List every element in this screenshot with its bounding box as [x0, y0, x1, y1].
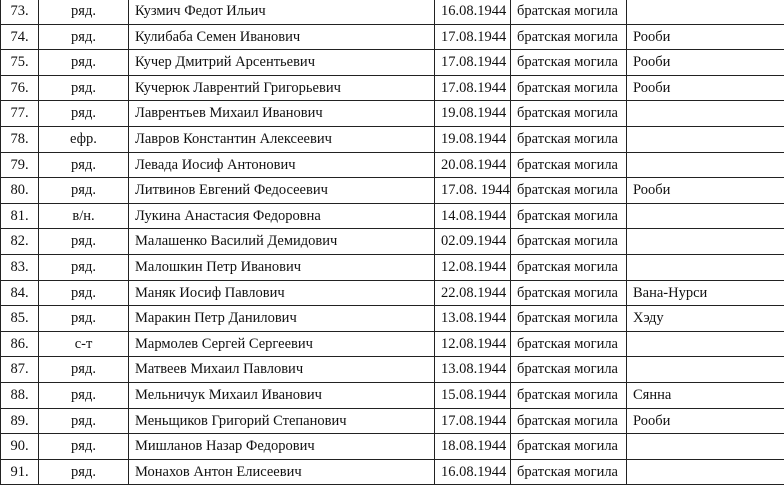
- row-number: 80.: [1, 178, 39, 204]
- row-burial-type: братская могила: [511, 254, 627, 280]
- row-number: 81.: [1, 203, 39, 229]
- row-number: 73.: [1, 0, 39, 24]
- row-place: [627, 229, 784, 255]
- row-date: 19.08.1944: [435, 126, 511, 152]
- row-rank: ряд.: [39, 280, 129, 306]
- row-place: [627, 434, 784, 460]
- row-burial-type: братская могила: [511, 280, 627, 306]
- row-rank: ряд.: [39, 75, 129, 101]
- row-burial-type: братская могила: [511, 152, 627, 178]
- row-date: 12.08.1944: [435, 331, 511, 357]
- row-name: Мармолев Сергей Сергеевич: [129, 331, 435, 357]
- row-rank: ряд.: [39, 24, 129, 50]
- row-burial-type: братская могила: [511, 203, 627, 229]
- row-number: 77.: [1, 101, 39, 127]
- row-date: 13.08.1944: [435, 357, 511, 383]
- row-name: Левада Иосиф Антонович: [129, 152, 435, 178]
- row-rank: ряд.: [39, 152, 129, 178]
- row-place: Рооби: [627, 50, 784, 76]
- row-date: 12.08.1944: [435, 254, 511, 280]
- row-rank: ряд.: [39, 254, 129, 280]
- row-number: 90.: [1, 434, 39, 460]
- row-burial-type: братская могила: [511, 306, 627, 332]
- row-number: 91.: [1, 459, 39, 485]
- row-name: Мишланов Назар Федорович: [129, 434, 435, 460]
- row-place: [627, 254, 784, 280]
- row-date: 17.08.1944: [435, 75, 511, 101]
- roster-body: [1, 0, 784, 485]
- row-place: Рооби: [627, 178, 784, 204]
- table-row: [1, 0, 784, 24]
- row-date: 19.08.1944: [435, 101, 511, 127]
- table-row: [1, 75, 784, 101]
- row-name: Литвинов Евгений Федосеевич: [129, 178, 435, 204]
- table-row: [1, 101, 784, 127]
- row-number: 74.: [1, 24, 39, 50]
- table-row: [1, 382, 784, 408]
- row-number: 83.: [1, 254, 39, 280]
- row-name: Кучер Дмитрий Арсентьевич: [129, 50, 435, 76]
- row-rank: ефр.: [39, 126, 129, 152]
- table-row: [1, 306, 784, 332]
- table-row: [1, 357, 784, 383]
- row-date: 13.08.1944: [435, 306, 511, 332]
- row-date: 22.08.1944: [435, 280, 511, 306]
- row-place: Рооби: [627, 24, 784, 50]
- row-name: Малошкин Петр Иванович: [129, 254, 435, 280]
- row-number: 89.: [1, 408, 39, 434]
- row-name: Кулибаба Семен Иванович: [129, 24, 435, 50]
- row-place: [627, 126, 784, 152]
- row-name: Меньщиков Григорий Степанович: [129, 408, 435, 434]
- row-name: Матвеев Михаил Павлович: [129, 357, 435, 383]
- row-rank: ряд.: [39, 229, 129, 255]
- row-name: Малашенко Василий Демидович: [129, 229, 435, 255]
- row-name: Мельничук Михаил Иванович: [129, 382, 435, 408]
- row-number: 82.: [1, 229, 39, 255]
- table-row: [1, 126, 784, 152]
- table-row: [1, 434, 784, 460]
- row-place: [627, 203, 784, 229]
- table-row: [1, 254, 784, 280]
- row-rank: ряд.: [39, 306, 129, 332]
- row-number: 88.: [1, 382, 39, 408]
- row-name: Кучерюк Лаврентий Григорьевич: [129, 75, 435, 101]
- row-number: 75.: [1, 50, 39, 76]
- row-name: Кузмич Федот Ильич: [129, 0, 435, 24]
- row-name: Монахов Антон Елисеевич: [129, 459, 435, 485]
- table-row: [1, 459, 784, 485]
- row-burial-type: братская могила: [511, 408, 627, 434]
- row-place: [627, 152, 784, 178]
- row-burial-type: братская могила: [511, 24, 627, 50]
- row-rank: ряд.: [39, 0, 129, 24]
- row-date: 20.08.1944: [435, 152, 511, 178]
- row-burial-type: братская могила: [511, 434, 627, 460]
- table-row: [1, 24, 784, 50]
- row-date: 17.08.1944: [435, 24, 511, 50]
- row-date: 14.08.1944: [435, 203, 511, 229]
- row-date: 17.08. 1944: [435, 178, 511, 204]
- table-row: [1, 203, 784, 229]
- row-burial-type: братская могила: [511, 459, 627, 485]
- row-place: [627, 331, 784, 357]
- table-row: [1, 178, 784, 204]
- row-number: 87.: [1, 357, 39, 383]
- row-number: 84.: [1, 280, 39, 306]
- row-date: 02.09.1944: [435, 229, 511, 255]
- row-date: 16.08.1944: [435, 0, 511, 24]
- row-place: [627, 459, 784, 485]
- row-place: Рооби: [627, 75, 784, 101]
- row-place: Сянна: [627, 382, 784, 408]
- row-rank: ряд.: [39, 178, 129, 204]
- row-rank: ряд.: [39, 50, 129, 76]
- row-date: 17.08.1944: [435, 408, 511, 434]
- row-burial-type: братская могила: [511, 75, 627, 101]
- row-rank: ряд.: [39, 382, 129, 408]
- table-row: [1, 50, 784, 76]
- row-date: 17.08.1944: [435, 50, 511, 76]
- row-place: [627, 0, 784, 24]
- row-number: 86.: [1, 331, 39, 357]
- row-number: 76.: [1, 75, 39, 101]
- table-row: [1, 331, 784, 357]
- row-date: 15.08.1944: [435, 382, 511, 408]
- row-rank: ряд.: [39, 101, 129, 127]
- row-burial-type: братская могила: [511, 229, 627, 255]
- row-place: [627, 101, 784, 127]
- row-place: Вана-Нурси: [627, 280, 784, 306]
- row-rank: ряд.: [39, 408, 129, 434]
- row-name: Лавров Константин Алексеевич: [129, 126, 435, 152]
- row-name: Маракин Петр Данилович: [129, 306, 435, 332]
- row-date: 18.08.1944: [435, 434, 511, 460]
- table-row: [1, 408, 784, 434]
- table-row: [1, 152, 784, 178]
- row-name: Лаврентьев Михаил Иванович: [129, 101, 435, 127]
- row-place: Хэду: [627, 306, 784, 332]
- row-burial-type: братская могила: [511, 357, 627, 383]
- row-rank: в/н.: [39, 203, 129, 229]
- row-number: 78.: [1, 126, 39, 152]
- row-name: Лукина Анастасия Федоровна: [129, 203, 435, 229]
- row-burial-type: братская могила: [511, 126, 627, 152]
- row-rank: с-т: [39, 331, 129, 357]
- row-burial-type: братская могила: [511, 382, 627, 408]
- table-row: [1, 280, 784, 306]
- row-number: 79.: [1, 152, 39, 178]
- row-burial-type: братская могила: [511, 331, 627, 357]
- row-rank: ряд.: [39, 357, 129, 383]
- row-number: 85.: [1, 306, 39, 332]
- row-rank: ряд.: [39, 459, 129, 485]
- row-burial-type: братская могила: [511, 178, 627, 204]
- row-place: [627, 357, 784, 383]
- row-burial-type: братская могила: [511, 50, 627, 76]
- row-date: 16.08.1944: [435, 459, 511, 485]
- row-rank: ряд.: [39, 434, 129, 460]
- row-burial-type: братская могила: [511, 0, 627, 24]
- row-place: Рооби: [627, 408, 784, 434]
- row-name: Маняк Иосиф Павлович: [129, 280, 435, 306]
- row-burial-type: братская могила: [511, 101, 627, 127]
- table-row: [1, 229, 784, 255]
